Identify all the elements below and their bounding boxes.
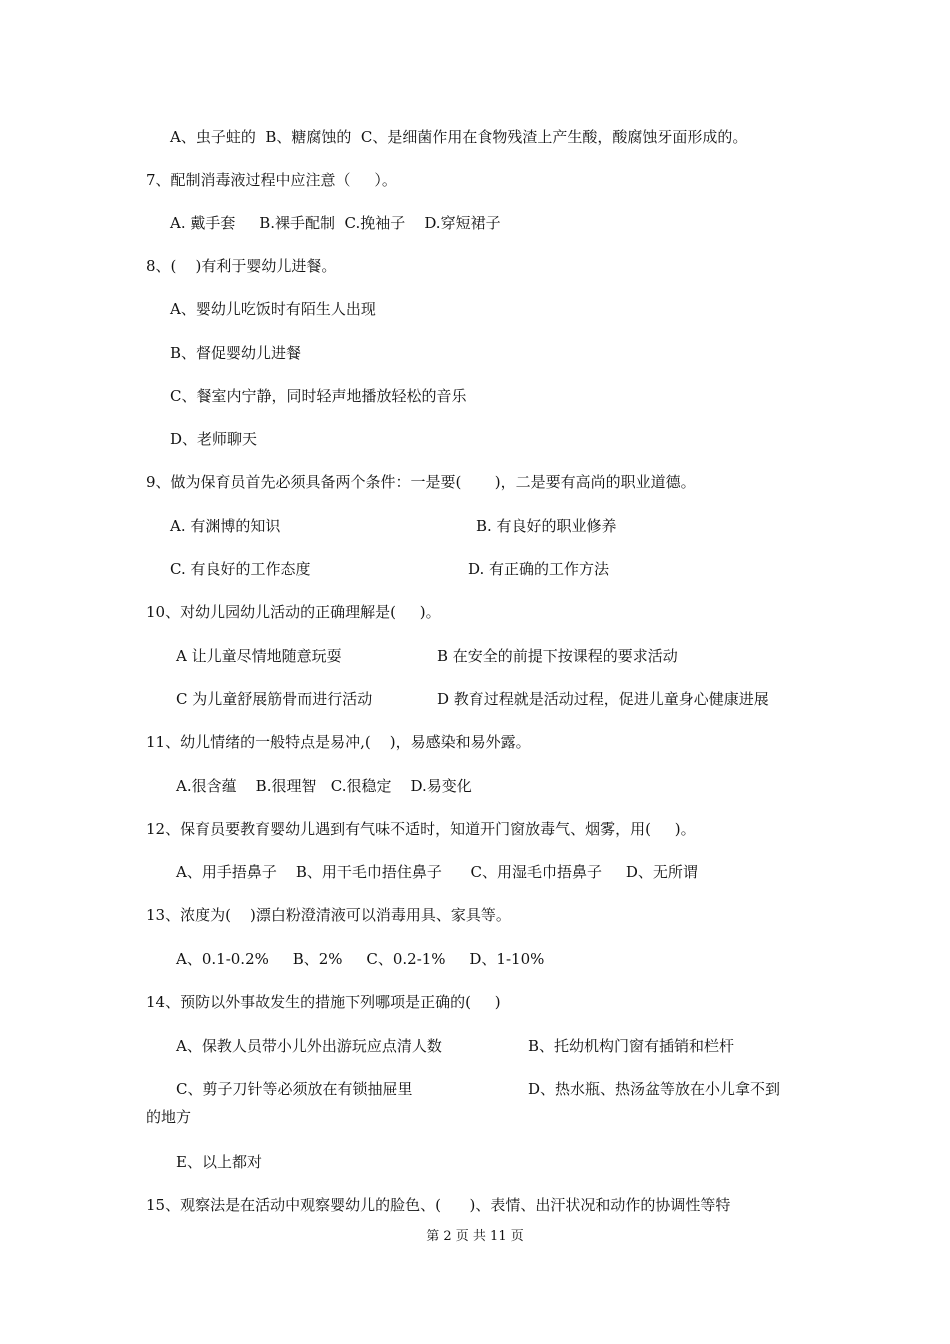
q13-options: A、0.1-0.2% B、2% C、0.2-1% D、1-10% [176, 950, 545, 968]
q11-question: 11、幼儿情绪的一般特点是易冲,( )，易感染和易外露。 [146, 733, 531, 751]
q15-question: 15、观察法是在活动中观察婴幼儿的脸色、( )、表情、出汗状况和动作的协调性等特 [146, 1196, 731, 1214]
q6-options: A、虫子蛀的 B、糖腐蚀的 C、是细菌作用在食物残渣上产生酸，酸腐蚀牙面形成的。 [170, 128, 748, 146]
q9-option-c: C. 有良好的工作态度 [170, 560, 311, 578]
q14-option-e: E、以上都对 [176, 1153, 262, 1171]
q14-option-b: B、托幼机构门窗有插销和栏杆 [528, 1037, 735, 1055]
q14-option-c: C、剪子刀针等必须放在有锁抽屉里 [176, 1080, 413, 1098]
q10-option-a: A 让儿童尽情地随意玩耍 [176, 647, 342, 665]
q7-question: 7、配制消毒液过程中应注意（ ）。 [146, 171, 397, 189]
q12-question: 12、保育员要教育婴幼儿遇到有气味不适时，知道开门窗放毒气、烟雾，用( )。 [146, 820, 696, 838]
q12-options: A、用手捂鼻子 B、用干毛巾捂住鼻子 C、用湿毛巾捂鼻子 D、无所谓 [176, 863, 698, 881]
q7-options: A. 戴手套 B.裸手配制 C.挽袖子 D.穿短裙子 [170, 214, 501, 232]
q13-question: 13、浓度为( )漂白粉澄清液可以消毒用具、家具等。 [146, 906, 511, 924]
q14-option-a: A、保教人员带小儿外出游玩应点清人数 [176, 1037, 442, 1055]
q10-option-b: B 在安全的前提下按课程的要求活动 [437, 647, 678, 665]
q8-question: 8、( )有利于婴幼儿进餐。 [146, 257, 337, 275]
q9-option-d: D. 有正确的工作方法 [468, 560, 610, 578]
q10-option-c: C 为儿童舒展筋骨而进行活动 [176, 690, 373, 708]
q14-option-d-continued: 的地方 [146, 1108, 192, 1126]
q14-option-d: D、热水瓶、热汤盆等放在小儿拿不到 [528, 1080, 781, 1098]
q8-option-a: A、婴幼儿吃饭时有陌生人出现 [170, 300, 376, 318]
page-footer: 第 2 页 共 11 页 [426, 1229, 524, 1244]
q11-options: A.很含蕴 B.很理智 C.很稳定 D.易变化 [176, 777, 472, 795]
q14-question: 14、预防以外事故发生的措施下列哪项是正确的( ) [146, 993, 501, 1011]
q8-option-c: C、餐室内宁静，同时轻声地播放轻松的音乐 [170, 387, 467, 405]
q9-question: 9、做为保育员首先必须具备两个条件：一是要( )，二是要有高尚的职业道德。 [146, 473, 696, 491]
q10-question: 10、对幼儿园幼儿活动的正确理解是( )。 [146, 603, 441, 621]
q8-option-b: B、督促婴幼儿进餐 [170, 344, 302, 362]
q9-option-b: B. 有良好的职业修养 [476, 517, 617, 535]
q9-option-a: A. 有渊博的知识 [170, 517, 281, 535]
q8-option-d: D、老师聊天 [170, 430, 258, 448]
q10-option-d: D 教育过程就是活动过程，促进儿童身心健康进展 [437, 690, 769, 708]
